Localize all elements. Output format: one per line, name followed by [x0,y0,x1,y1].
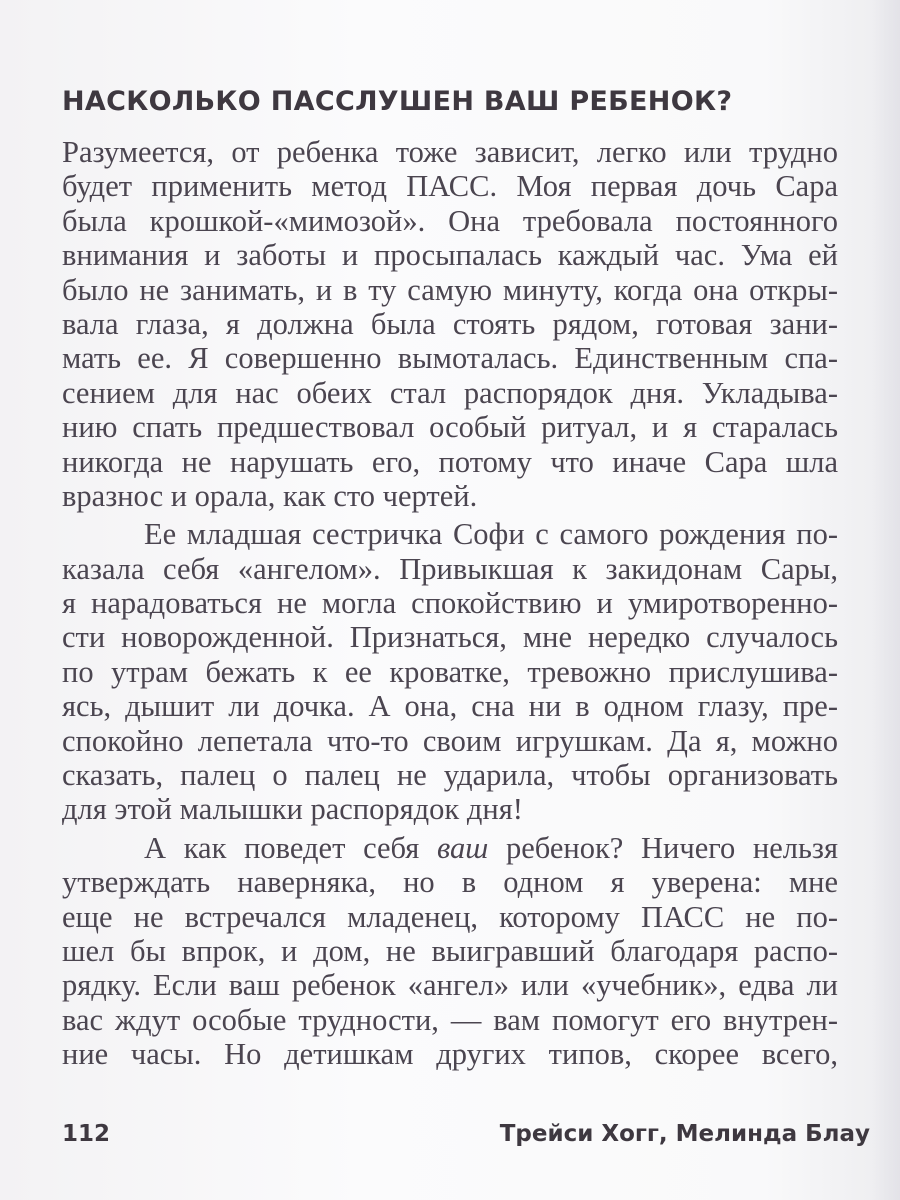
text-line: ясь, дышит ли дочка. А она, сна ни в одном глазу, пре- [62,689,838,724]
text-line: ние часы. Но детишкам других типов, скорее всего, [62,1037,838,1072]
text-line: вас ждут особые трудности, — вам помогут его внутрен- [62,1002,838,1037]
text-line: Разумеется, от ребенка тоже зависит, легко или трудно [62,135,838,169]
text-line: сказать, палец о палец не ударила, чтобы организовать [62,758,838,793]
text-line: мать ее. Я совершенно вымоталась. Единственным спа- [62,341,838,376]
paragraph-2 [62,517,838,827]
text-line: для этой малышки распорядок дня! [62,792,523,827]
text-line: вала глаза, я должна была стоять рядом, готовая зани- [62,306,838,341]
text-line: спокойно лепетала что-то своим игрушкам. Да я, можно [62,723,838,758]
text-line: рядку. Если ваш ребенок «ангел» или «учебник», едва ли [62,968,838,1003]
text-line: нию спать предшествовал особый ритуал, и я старалась [62,410,838,445]
text-line: утверждать наверняка, но в одном я уверена: мне [62,865,838,900]
text-line: еще не встречался младенец, которому ПАСС не по- [62,899,838,934]
text-line: будет применить метод ПАСС. Моя первая дочь Сара [62,169,838,204]
section-heading: НАСКОЛЬКО ПАССЛУШЕН ВАШ РЕБЕНОК? [62,86,733,117]
text-line: было не занимать, и в ту самую минуту, когда она откры- [62,272,838,307]
text-line: была крошкой-«мимозой». Она требовала постоянного [62,203,838,238]
text-line: Ее младшая сестричка Софи с самого рождения по- [144,517,838,552]
text-line: я нарадоваться не могла спокойствию и умиротворенно- [62,586,838,621]
text-run: А как поведет себя [144,830,437,865]
text-line: внимания и заботы и просыпалась каждый час. Ума ей [62,238,838,273]
text-run: ребенок? Ничего нельзя [488,830,838,865]
paragraph-1 [62,135,838,513]
text-line: по утрам бежать к ее кроватке, тревожно прислушива- [62,654,838,689]
paragraph-3 [62,831,838,1072]
text-line: сти новорожденной. Признаться, мне нередко случалось [62,620,838,655]
body-text [62,135,838,1072]
text-line: вразнос и орала, как сто чертей. [62,478,478,513]
text-line: никогда не нарушать его, потому что иначе Сара шла [62,444,838,479]
page-number: 112 [62,1121,111,1147]
text-line [62,831,838,865]
text-line: казала себя «ангелом». Привыкшая к закидонам Сары, [62,551,838,586]
italic-emphasis: ваш [436,830,489,865]
page-edge-shadow [872,0,900,1200]
text-line: сением для нас обеих стал распорядок дня. Укладыва- [62,375,838,410]
text-line: шел бы впрок, и дом, не выигравший благодаря распо- [62,933,838,968]
running-footer-authors: Трейси Хогг, Мелинда Блау [499,1121,870,1147]
